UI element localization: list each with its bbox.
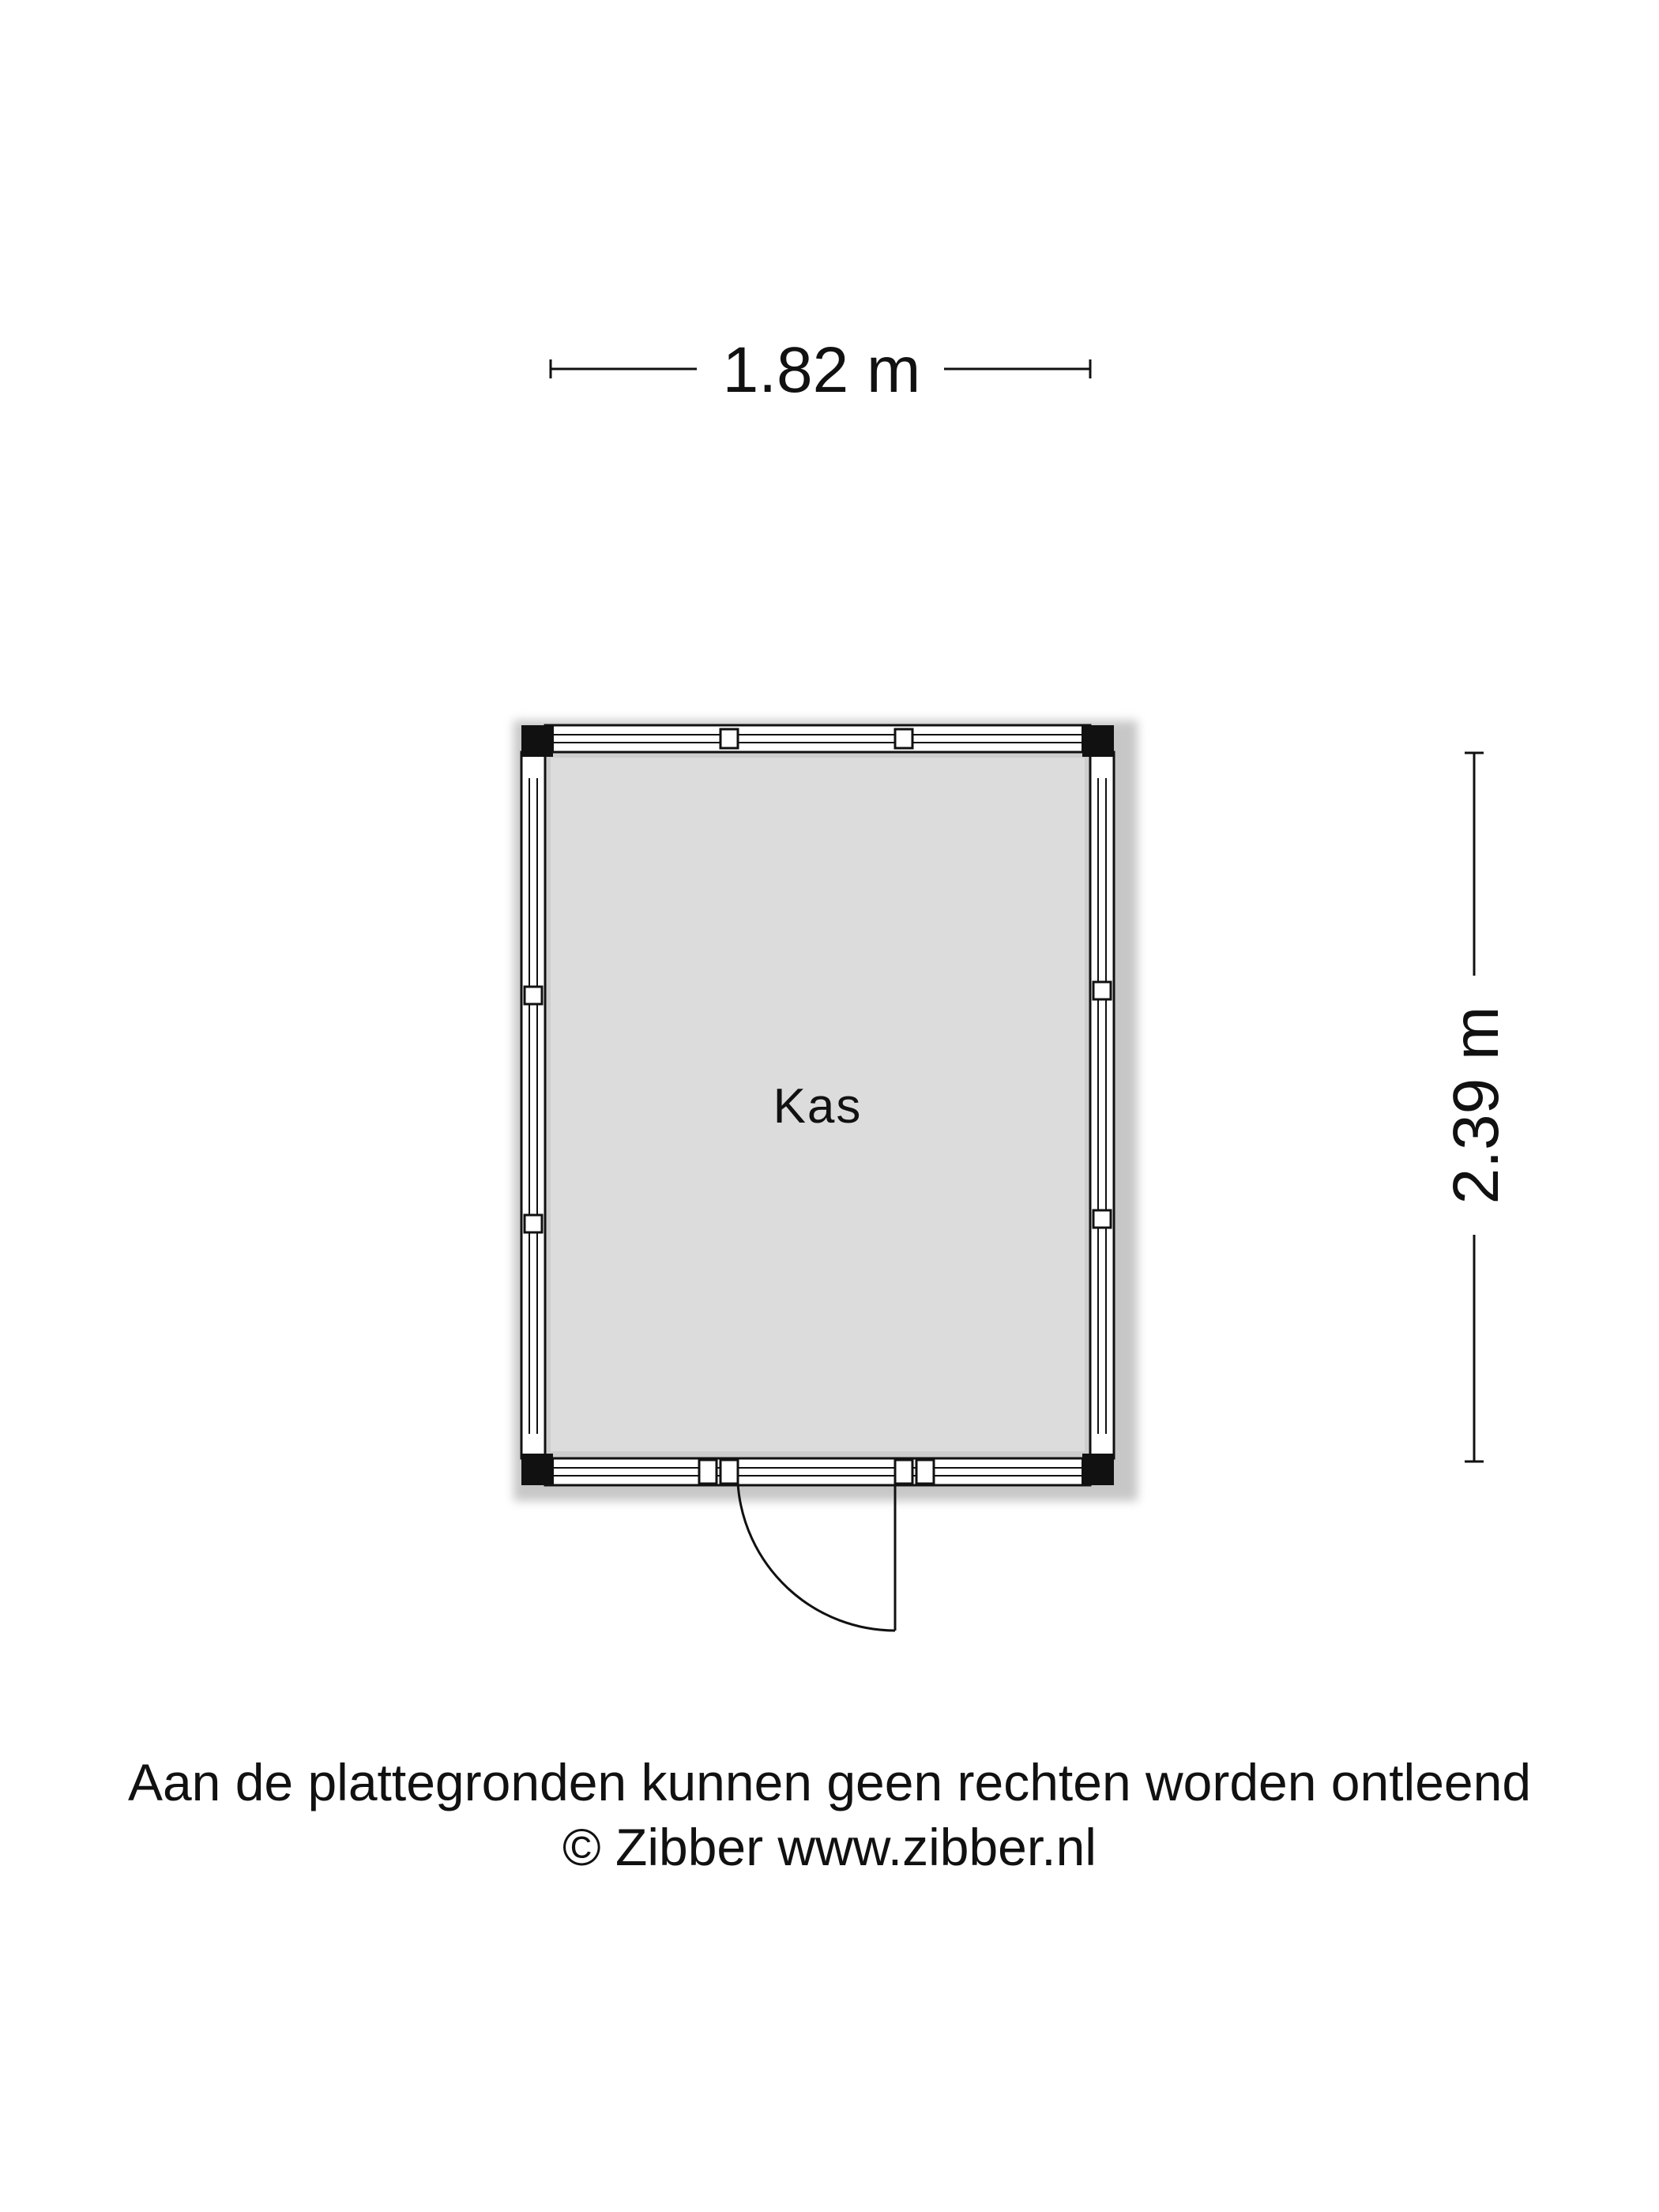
wall-top [545, 725, 1090, 752]
height-label: 2.39 m [1440, 1006, 1512, 1205]
height-dimension [1440, 753, 1512, 1462]
width-dimension [551, 334, 1090, 406]
wall-bottom [545, 1458, 1090, 1485]
wall-left [521, 752, 545, 1458]
width-label: 1.82 m [722, 334, 921, 406]
door-swing [738, 1484, 895, 1631]
disclaimer-text: Aan de plattegronden kunnen geen rechten worden ontleend [127, 1753, 1532, 1811]
wall-right [1090, 752, 1114, 1458]
copyright-text: © Zibber www.zibber.nl [562, 1818, 1097, 1876]
room-label: Kas [773, 1079, 863, 1134]
